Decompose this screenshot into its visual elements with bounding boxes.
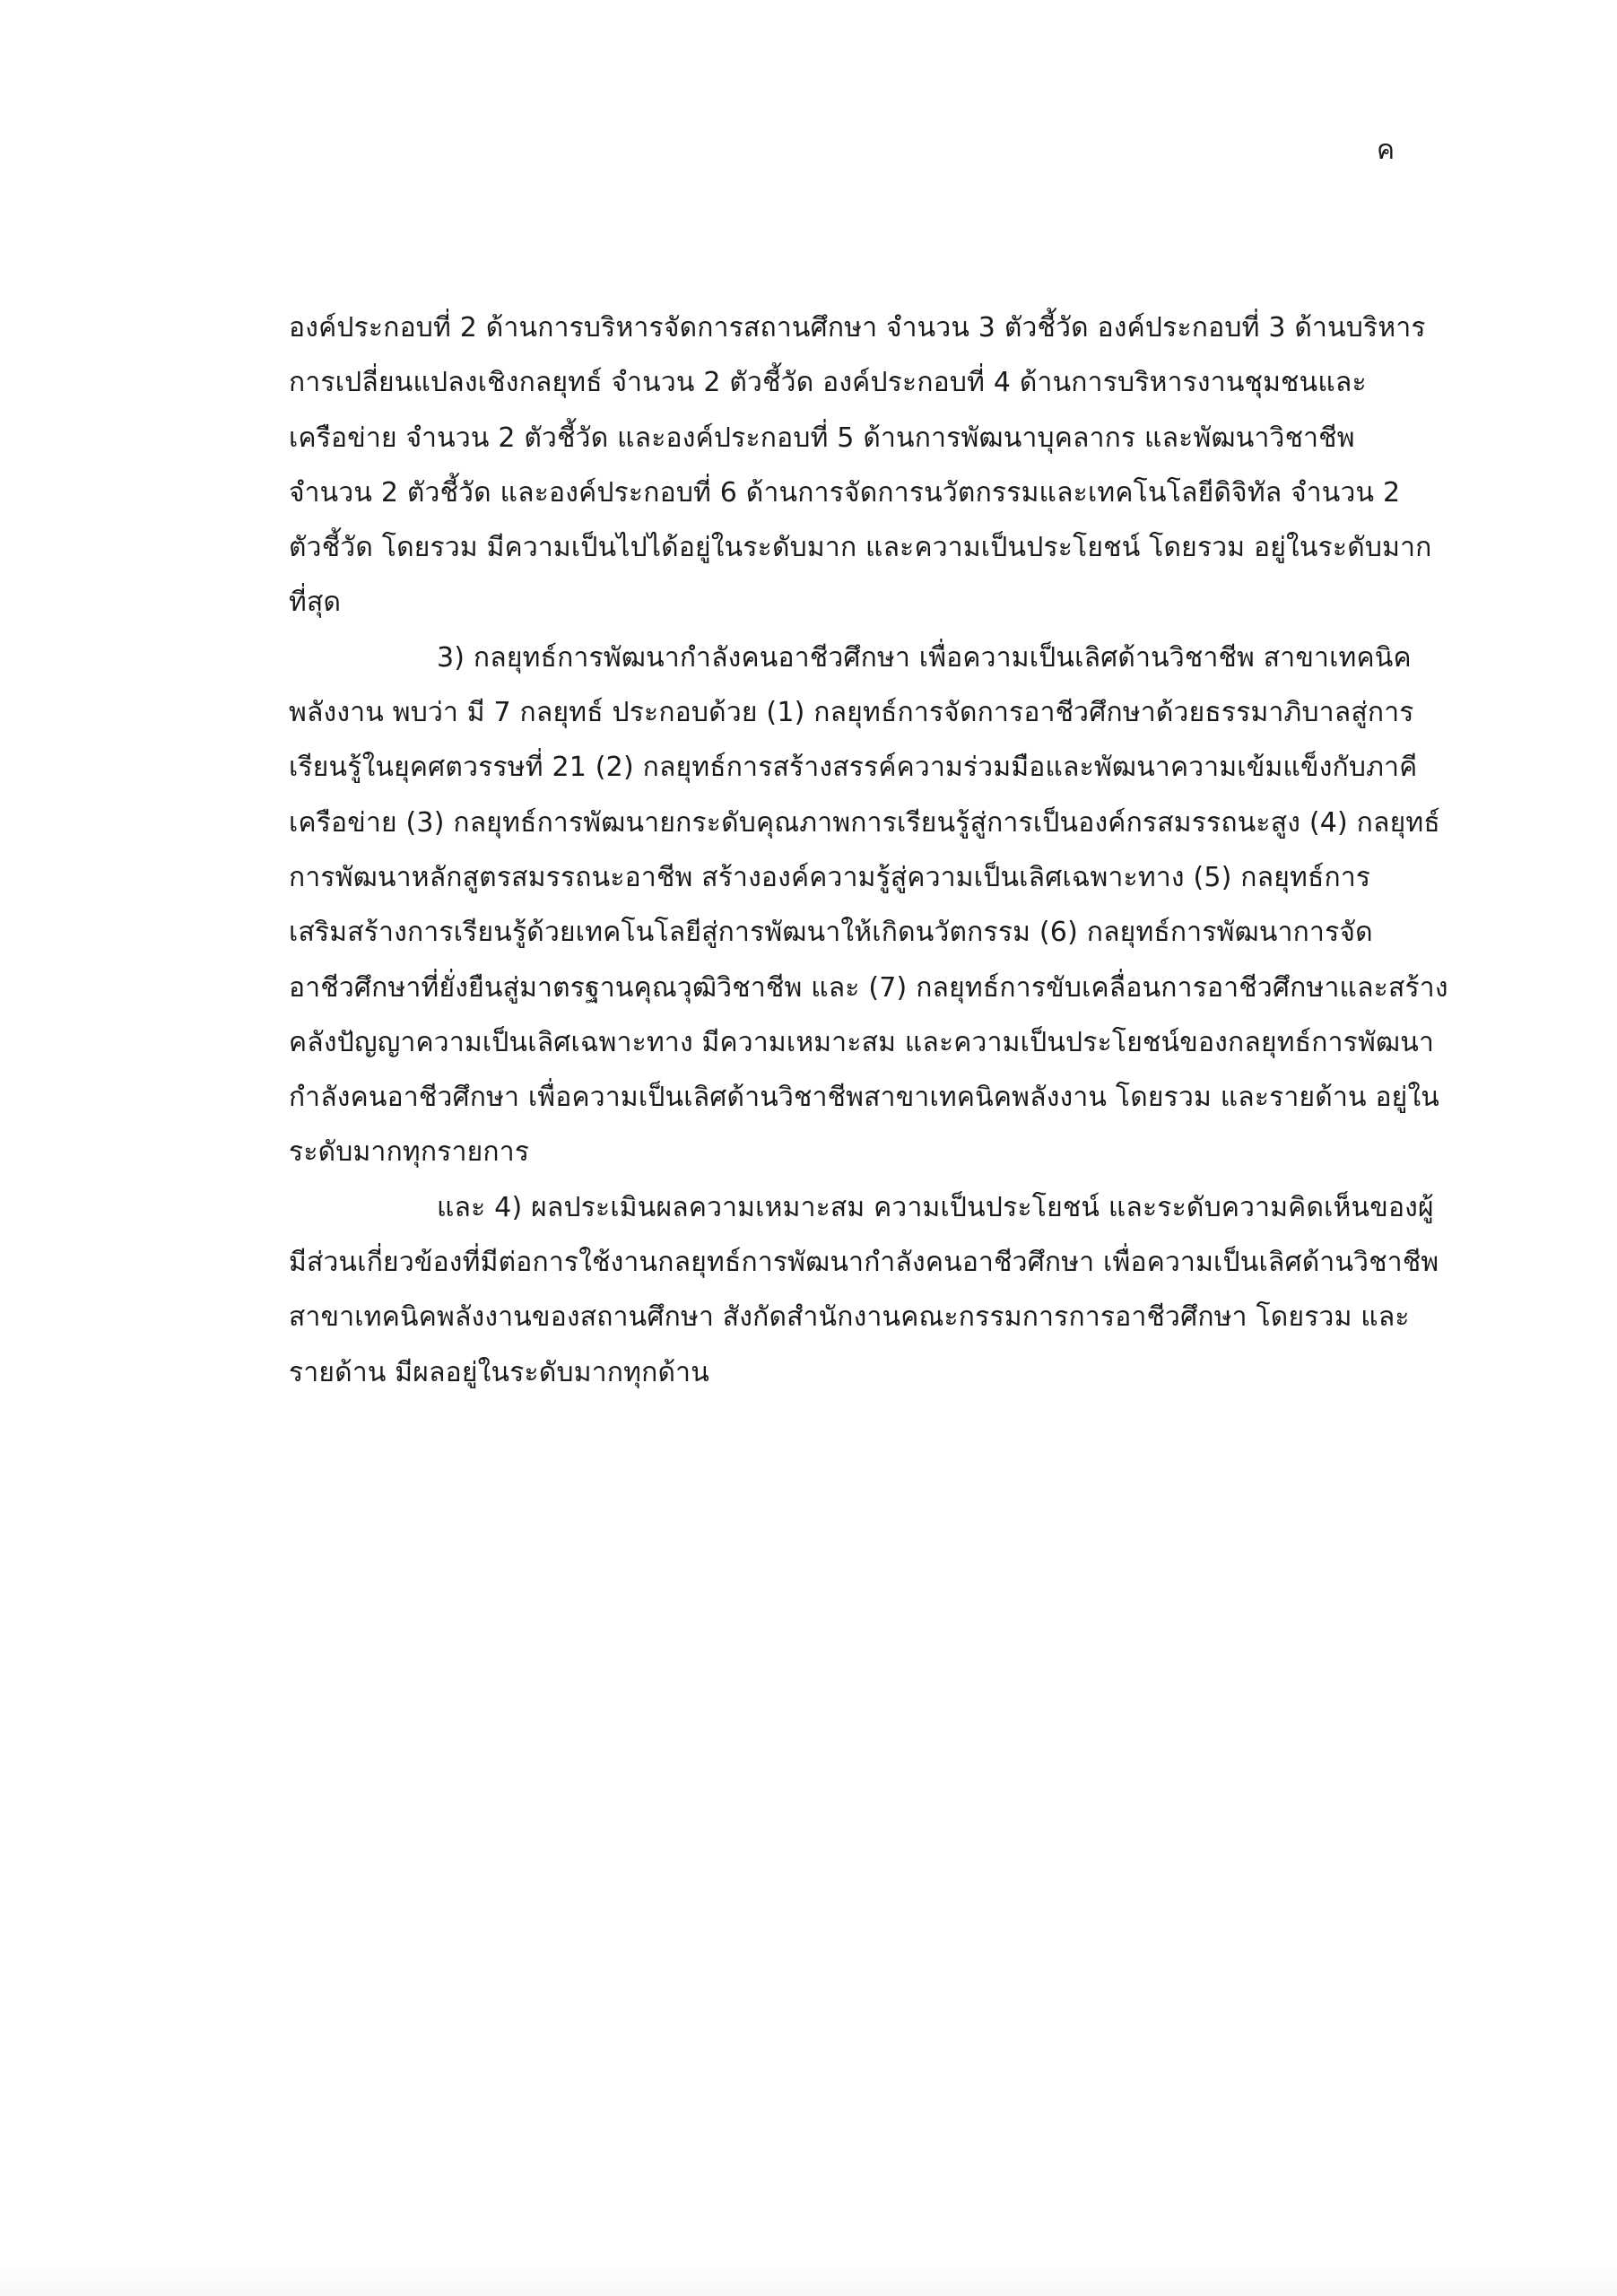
text-line: ที่สุด [289,587,342,619]
scan-edge-shadow [0,2260,1617,2296]
text-line: ระดับมากทุกรายการ [289,1136,530,1169]
text-line: จำนวน 2 ตัวชี้วัด และองค์ประกอบที่ 6 ด้านการจัดการนวัตกรรมและเทคโนโลยีดิจิทัล จำนวน 2 [289,476,1401,509]
text-line: องค์ประกอบที่ 2 ด้านการบริหารจัดการสถานศึกษา จำนวน 3 ตัวชี้วัด องค์ประกอบที่ 3 ด้านบริหาร [289,312,1426,344]
text-line: คลังปัญญาความเป็นเลิศเฉพาะทาง มีความเหมาะสม และความเป็นประโยชน์ของกลยุทธ์การพัฒนา [289,1026,1434,1058]
paragraph-start-line: และ 4) ผลประเมินผลความเหมาะสม ความเป็นประโยชน์ และระดับความคิดเห็นของผู้ [437,1191,1434,1223]
text-line: เสริมสร้างการเรียนรู้ด้วยเทคโนโลยีสู่การพัฒนาให้เกิดนวัตกรรม (6) กลยุทธ์การพัฒนาการจัด [289,917,1373,949]
text-line: การพัฒนาหลักสูตรสมรรถนะอาชีพ สร้างองค์ความรู้สู่ความเป็นเลิศเฉพาะทาง (5) กลยุทธ์การ [289,861,1371,893]
text-line: พลังงาน พบว่า มี 7 กลยุทธ์ ประกอบด้วย (1) กลยุทธ์การจัดการอาชีวศึกษาด้วยธรรมาภิบาลสู่การ [289,697,1414,729]
text-line: เรียนรู้ในยุคศตวรรษที่ 21 (2) กลยุทธ์การสร้างสรรค์ความร่วมมือและพัฒนาความเข้มแข็งกับภาคี [289,752,1418,784]
text-line: ตัวชี้วัด โดยรวม มีความเป็นไปได้อยู่ในระดับมาก และความเป็นประโยชน์ โดยรวม อยู่ในระดับมาก [289,532,1432,564]
text-line: รายด้าน มีผลอยู่ในระดับมากทุกด้าน [289,1356,709,1388]
page-number: ค [1377,135,1395,166]
text-line: เครือข่าย จำนวน 2 ตัวชี้วัด และองค์ประกอบที่ 5 ด้านการพัฒนาบุคลากร และพัฒนาวิชาชีพ [289,422,1355,454]
text-line: เครือข่าย (3) กลยุทธ์การพัฒนายกระดับคุณภาพการเรียนรู้สู่การเป็นองค์กรสมรรถนะสูง (4) กลยุทธ์ [289,806,1440,839]
text-line: อาชีวศึกษาที่ยั่งยืนสู่มาตรฐานคุณวุฒิวิชาชีพ และ (7) กลยุทธ์การขับเคลื่อนการอาชีวศึกษาและสร้าง [289,971,1448,1004]
paragraph-start-line: 3) กลยุทธ์การพัฒนากำลังคนอาชีวศึกษา เพื่อความเป็นเลิศด้านวิชาชีพ สาขาเทคนิค [437,641,1412,674]
text-line: การเปลี่ยนแปลงเชิงกลยุทธ์ จำนวน 2 ตัวชี้วัด องค์ประกอบที่ 4 ด้านการบริหารงานชุมชนและ [289,367,1367,399]
body-text [289,309,1448,1409]
text-line: มีส่วนเกี่ยวข้องที่มีต่อการใช้งานกลยุทธ์การพัฒนากำลังคนอาชีวศึกษา เพื่อความเป็นเลิศด้านวิชาชีพ [289,1247,1439,1279]
text-line: กำลังคนอาชีวศึกษา เพื่อความเป็นเลิศด้านวิชาชีพสาขาเทคนิคพลังงาน โดยรวม และรายด้าน อยู่ใน [289,1082,1440,1114]
text-line: สาขาเทคนิคพลังงานของสถานศึกษา สังกัดสำนักงานคณะกรรมการการอาชีวศึกษา โดยรวม และ [289,1301,1410,1334]
